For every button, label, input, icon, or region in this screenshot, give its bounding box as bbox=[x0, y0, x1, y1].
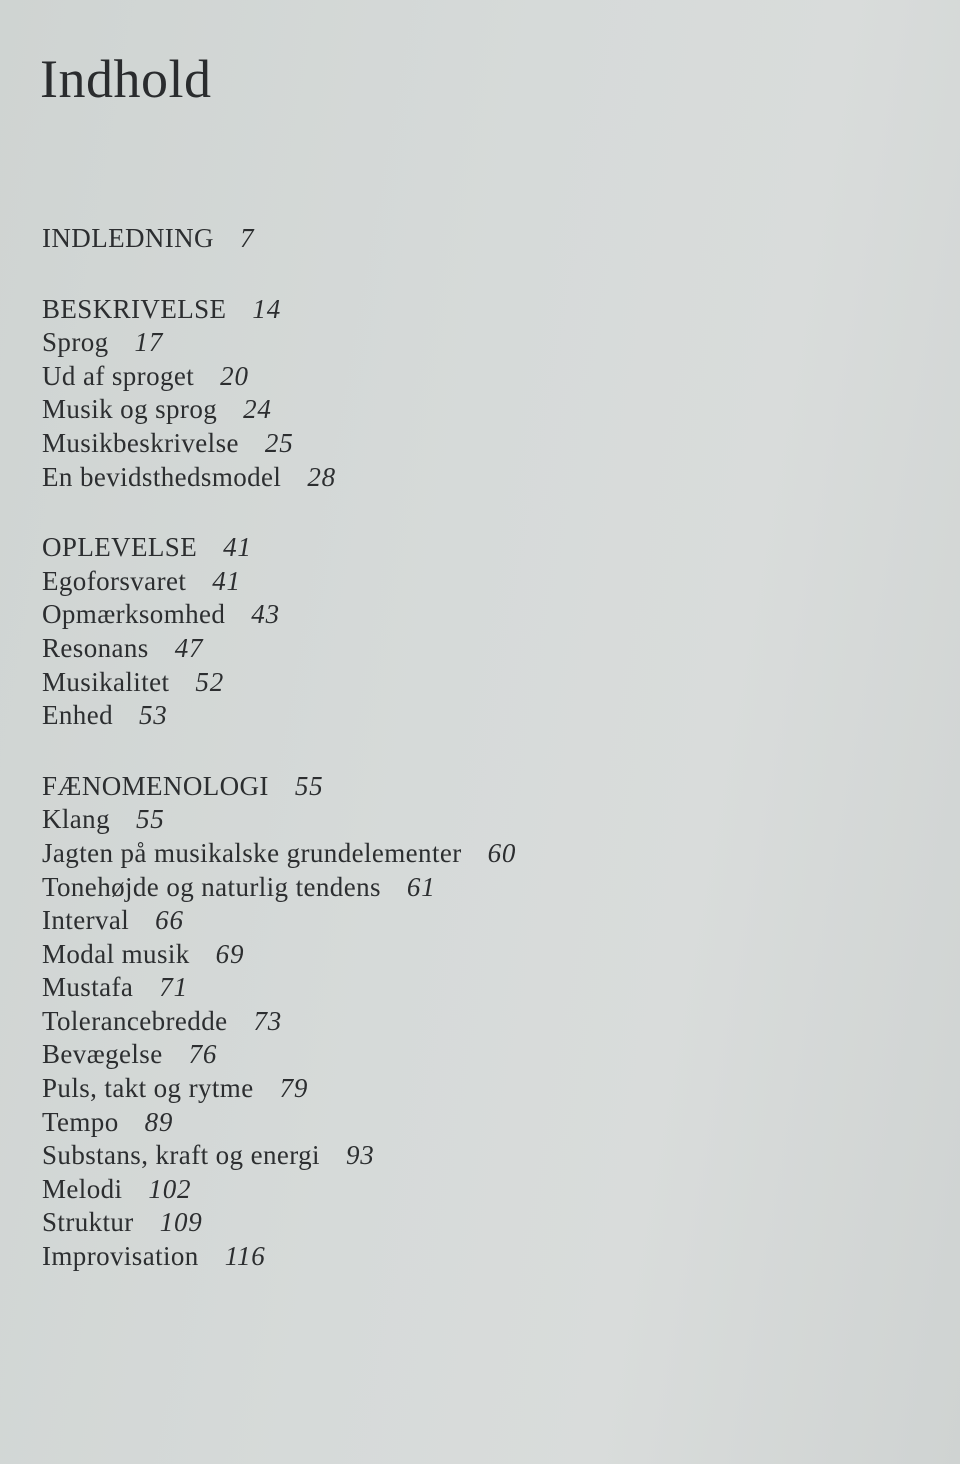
toc-entry-label: Struktur bbox=[42, 1207, 134, 1238]
toc-entry bbox=[42, 1139, 922, 1173]
toc-entry bbox=[42, 803, 922, 837]
toc-entry bbox=[42, 938, 922, 972]
toc-entry-label: Interval bbox=[42, 905, 130, 936]
toc-page-number: 43 bbox=[251, 599, 280, 630]
toc-page-number: 41 bbox=[212, 565, 241, 596]
toc-page-number: 73 bbox=[253, 1005, 283, 1036]
toc-entry bbox=[42, 360, 922, 394]
toc-entry-label: Modal musik bbox=[42, 938, 190, 969]
toc-heading-label: BESKRIVELSE bbox=[42, 293, 227, 324]
toc-entry-label: Egoforsvaret bbox=[42, 565, 187, 596]
toc-entry bbox=[42, 427, 922, 461]
toc-entry bbox=[42, 1072, 922, 1106]
toc-entry-label: Mustafa bbox=[42, 972, 134, 1003]
toc-entry bbox=[42, 326, 922, 360]
toc-page-number: 61 bbox=[406, 871, 436, 902]
page-title: Indhold bbox=[40, 49, 212, 109]
toc-section-faenomenologi bbox=[42, 770, 922, 1274]
toc-entry-label: Opmærksomhed bbox=[42, 599, 226, 630]
toc-entry bbox=[42, 1240, 922, 1274]
toc-page-number: 47 bbox=[174, 632, 204, 663]
table-of-contents bbox=[42, 222, 922, 1311]
toc-entry-label: Improvisation bbox=[42, 1241, 199, 1272]
toc-heading-label: OPLEVELSE bbox=[42, 532, 198, 563]
toc-page-number: 24 bbox=[243, 394, 272, 425]
toc-heading bbox=[42, 770, 922, 804]
toc-page-number: 20 bbox=[220, 360, 249, 391]
toc-heading bbox=[42, 293, 922, 327]
toc-page-number: 71 bbox=[159, 972, 188, 1003]
toc-page-number: 7 bbox=[239, 223, 255, 253]
toc-section-beskrivelse bbox=[42, 293, 922, 495]
toc-section-indledning bbox=[42, 222, 922, 256]
toc-entry-label: Enhed bbox=[42, 700, 113, 731]
toc-page-number: 41 bbox=[223, 532, 252, 563]
toc-page-number: 109 bbox=[159, 1207, 203, 1238]
toc-page-number: 116 bbox=[224, 1241, 266, 1272]
toc-page-number: 55 bbox=[294, 770, 324, 801]
toc-entry-label: Resonans bbox=[42, 632, 149, 663]
toc-entry bbox=[42, 461, 922, 495]
toc-entry-label: Substans, kraft og energi bbox=[42, 1140, 320, 1171]
toc-entry-label: Musik og sprog bbox=[42, 394, 218, 425]
toc-entry bbox=[42, 666, 922, 700]
toc-page-number: 93 bbox=[345, 1140, 375, 1171]
toc-page-number: 14 bbox=[252, 293, 282, 324]
toc-entry-label: Musikbeskrivelse bbox=[42, 427, 239, 458]
toc-heading bbox=[42, 531, 922, 565]
toc-page-number: 102 bbox=[148, 1173, 192, 1204]
toc-entry-label: Ud af sproget bbox=[42, 360, 195, 391]
toc-entry-label: Tonehøjde og naturlig tendens bbox=[42, 871, 381, 902]
toc-page-number: 52 bbox=[195, 666, 224, 697]
toc-entry-label: Jagten på musikalske grundelementer bbox=[42, 837, 462, 868]
toc-heading-label: FÆNOMENOLOGI bbox=[42, 770, 269, 801]
toc-page-number: 60 bbox=[487, 837, 517, 868]
toc-entry-label: Sprog bbox=[42, 327, 109, 358]
toc-entry bbox=[42, 1106, 922, 1140]
toc-entry-label: Tolerancebredde bbox=[42, 1005, 228, 1036]
toc-page-number: 89 bbox=[144, 1106, 174, 1137]
toc-page-number: 69 bbox=[215, 938, 245, 969]
toc-page-number: 53 bbox=[138, 700, 168, 731]
toc-entry bbox=[42, 699, 922, 733]
toc-entry-label: Musikalitet bbox=[42, 666, 170, 697]
toc-page-number: 25 bbox=[264, 427, 294, 458]
toc-entry bbox=[42, 598, 922, 632]
toc-entry bbox=[42, 904, 922, 938]
toc-heading bbox=[42, 222, 922, 256]
toc-entry bbox=[42, 632, 922, 666]
toc-entry-label: En bevidsthedsmodel bbox=[42, 461, 282, 492]
toc-entry bbox=[42, 871, 922, 905]
toc-page-number: 66 bbox=[155, 905, 184, 936]
toc-entry bbox=[42, 1206, 922, 1240]
toc-entry-label: Melodi bbox=[42, 1173, 123, 1204]
toc-entry bbox=[42, 393, 922, 427]
toc-page-number: 17 bbox=[134, 327, 164, 358]
toc-entry bbox=[42, 971, 922, 1005]
toc-entry bbox=[42, 837, 922, 871]
toc-entry bbox=[42, 565, 922, 599]
toc-page-number: 28 bbox=[307, 461, 336, 492]
toc-entry bbox=[42, 1005, 922, 1039]
toc-page-number: 55 bbox=[135, 804, 165, 835]
toc-page-number: 79 bbox=[279, 1073, 309, 1104]
toc-entry-label: Klang bbox=[42, 804, 110, 835]
toc-entry bbox=[42, 1038, 922, 1072]
toc-entry-label: Puls, takt og rytme bbox=[42, 1073, 254, 1104]
toc-heading-label: INDLEDNING bbox=[42, 223, 214, 253]
toc-entry-label: Bevægelse bbox=[42, 1039, 163, 1070]
toc-section-oplevelse bbox=[42, 531, 922, 733]
toc-entry-label: Tempo bbox=[42, 1106, 119, 1137]
toc-page-number: 76 bbox=[188, 1039, 218, 1070]
toc-entry bbox=[42, 1173, 922, 1207]
